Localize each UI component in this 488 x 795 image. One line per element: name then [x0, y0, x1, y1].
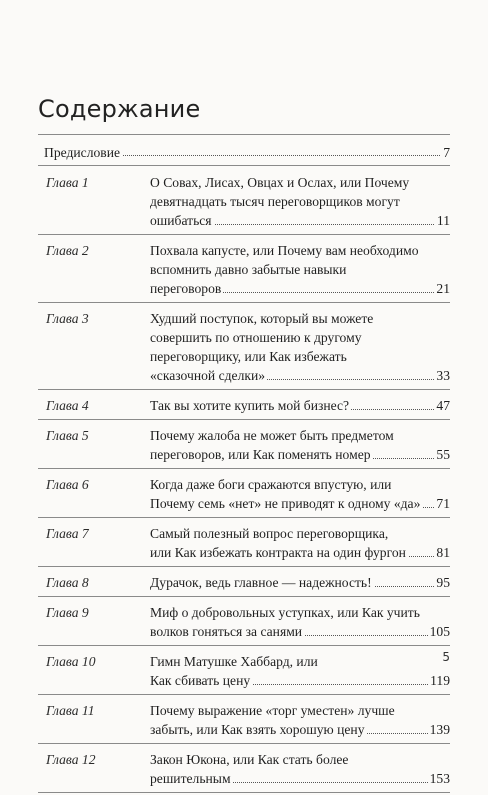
chapter-title-last-line [150, 494, 450, 513]
chapter-label: Глава 8 [46, 575, 89, 590]
chapter-title [150, 524, 450, 562]
toc-entry-chapter [38, 569, 450, 597]
chapter-title-line: девятнадцать тысяч переговорщиков могут [150, 194, 400, 209]
entry-page-number: 33 [436, 368, 450, 383]
chapter-title-line: забыть, или Как взять хорошую цену [150, 722, 365, 737]
toc-entry-chapter [38, 169, 450, 235]
chapter-title [150, 173, 450, 230]
chapter-title-line: Дурачок, ведь главное — надежность! [150, 575, 372, 590]
chapter-title-last-line [150, 769, 450, 788]
chapter-title-line: переговоров, или Как поменять номер [150, 447, 371, 462]
chapter-title-line: ошибаться [150, 213, 212, 228]
toc-entry-chapter [38, 697, 450, 744]
chapter-label: Глава 5 [46, 428, 89, 443]
chapter-title-last-line [150, 396, 450, 415]
title-rule [38, 134, 450, 135]
chapter-title-line: Как сбивать цену [150, 673, 251, 688]
chapter-title-line: Самый полезный вопрос переговорщика, [150, 526, 389, 541]
entry-page-number: 153 [429, 771, 450, 786]
toc-entry-chapter [38, 305, 450, 390]
chapter-list [38, 169, 450, 793]
entry-page-number: 95 [436, 575, 450, 590]
entry-page-number: 105 [429, 624, 450, 639]
chapter-title [150, 241, 450, 298]
chapter-label: Глава 3 [46, 311, 89, 326]
chapter-title-line: Худший поступок, который вы можете [150, 311, 374, 326]
chapter-title-line: переговоров [150, 281, 222, 296]
chapter-title [150, 652, 450, 690]
entry-page-number: 47 [436, 398, 450, 413]
chapter-title-line: переговорщику, или Как избежать [150, 349, 347, 364]
chapter-title-line: Почему семь «нет» не приводят к одному «да» [150, 496, 421, 511]
chapter-title-line: или Как избежать контракта на один фургон [150, 545, 406, 560]
page-title: Содержание [38, 95, 201, 123]
toc-entry-chapter [38, 648, 450, 695]
toc-entry-chapter [38, 422, 450, 469]
entry-page-number: 21 [436, 281, 450, 296]
entry-page-number: 81 [436, 545, 450, 560]
entry-page-number: 55 [436, 447, 450, 462]
chapter-title-line: Так вы хотите купить мой бизнес? [150, 398, 350, 413]
entry-page-number: 11 [436, 213, 450, 228]
chapter-label: Глава 2 [46, 243, 89, 258]
chapter-title-last-line [150, 445, 450, 464]
chapter-title-last-line [150, 211, 450, 230]
entry-page-number: 119 [430, 673, 450, 688]
chapter-title [150, 426, 450, 464]
chapter-title-line: Когда даже боги сражаются впустую, или [150, 477, 392, 492]
toc-entry-chapter [38, 746, 450, 793]
chapter-title [150, 701, 450, 739]
chapter-title [150, 309, 450, 385]
chapter-title [150, 750, 450, 788]
chapter-label: Глава 7 [46, 526, 89, 541]
chapter-label: Глава 12 [46, 752, 96, 767]
toc-entry-preface [38, 140, 450, 166]
toc-entry-chapter [38, 599, 450, 646]
chapter-title-line: Почему выражение «торг уместен» лучше [150, 703, 395, 718]
chapter-title-last-line [150, 671, 450, 690]
chapter-title-line: Похвала капусте, или Почему вам необходимо [150, 243, 419, 258]
chapter-title-last-line [150, 573, 450, 592]
chapter-title-last-line [150, 366, 450, 385]
chapter-label: Глава 10 [46, 654, 96, 669]
chapter-title-last-line [150, 720, 450, 739]
table-of-contents [38, 140, 450, 795]
chapter-title-last-line [150, 622, 450, 641]
chapter-title-line: совершить по отношению к другому [150, 330, 362, 345]
chapter-title-line: вспомнить давно забытые навыки [150, 262, 347, 277]
entry-page-number: 139 [429, 722, 450, 737]
toc-entry-chapter [38, 237, 450, 303]
toc-entry-chapter [38, 392, 450, 420]
entry-page-number: 7 [443, 145, 450, 160]
chapter-label: Глава 6 [46, 477, 89, 492]
toc-entry-chapter [38, 471, 450, 518]
chapter-title-line: Миф о добровольных уступках, или Как учить [150, 605, 420, 620]
entry-title: Предисловие [44, 145, 121, 160]
chapter-title-line: волков гоняться за санями [150, 624, 303, 639]
chapter-title-line: Закон Юкона, или Как стать более [150, 752, 349, 767]
chapter-title [150, 396, 450, 415]
chapter-title-line: О Совах, Лисах, Овцах и Ослах, или Почему [150, 175, 410, 190]
chapter-title-line: Почему жалоба не может быть предметом [150, 428, 394, 443]
chapter-label: Глава 9 [46, 605, 89, 620]
chapter-label: Глава 4 [46, 398, 89, 413]
chapter-title-last-line [150, 543, 450, 562]
page-number: 5 [442, 650, 450, 664]
chapter-title-line: решительным [150, 771, 231, 786]
chapter-title-line: «сказочной сделки» [150, 368, 266, 383]
toc-entry-chapter [38, 520, 450, 567]
chapter-label: Глава 1 [46, 175, 89, 190]
entry-page-number: 71 [436, 496, 450, 511]
chapter-label: Глава 11 [46, 703, 95, 718]
chapter-title [150, 475, 450, 513]
chapter-title [150, 573, 450, 592]
chapter-title [150, 603, 450, 641]
chapter-title-line: Гимн Матушке Хаббард, или [150, 654, 318, 669]
chapter-title-last-line [150, 279, 450, 298]
